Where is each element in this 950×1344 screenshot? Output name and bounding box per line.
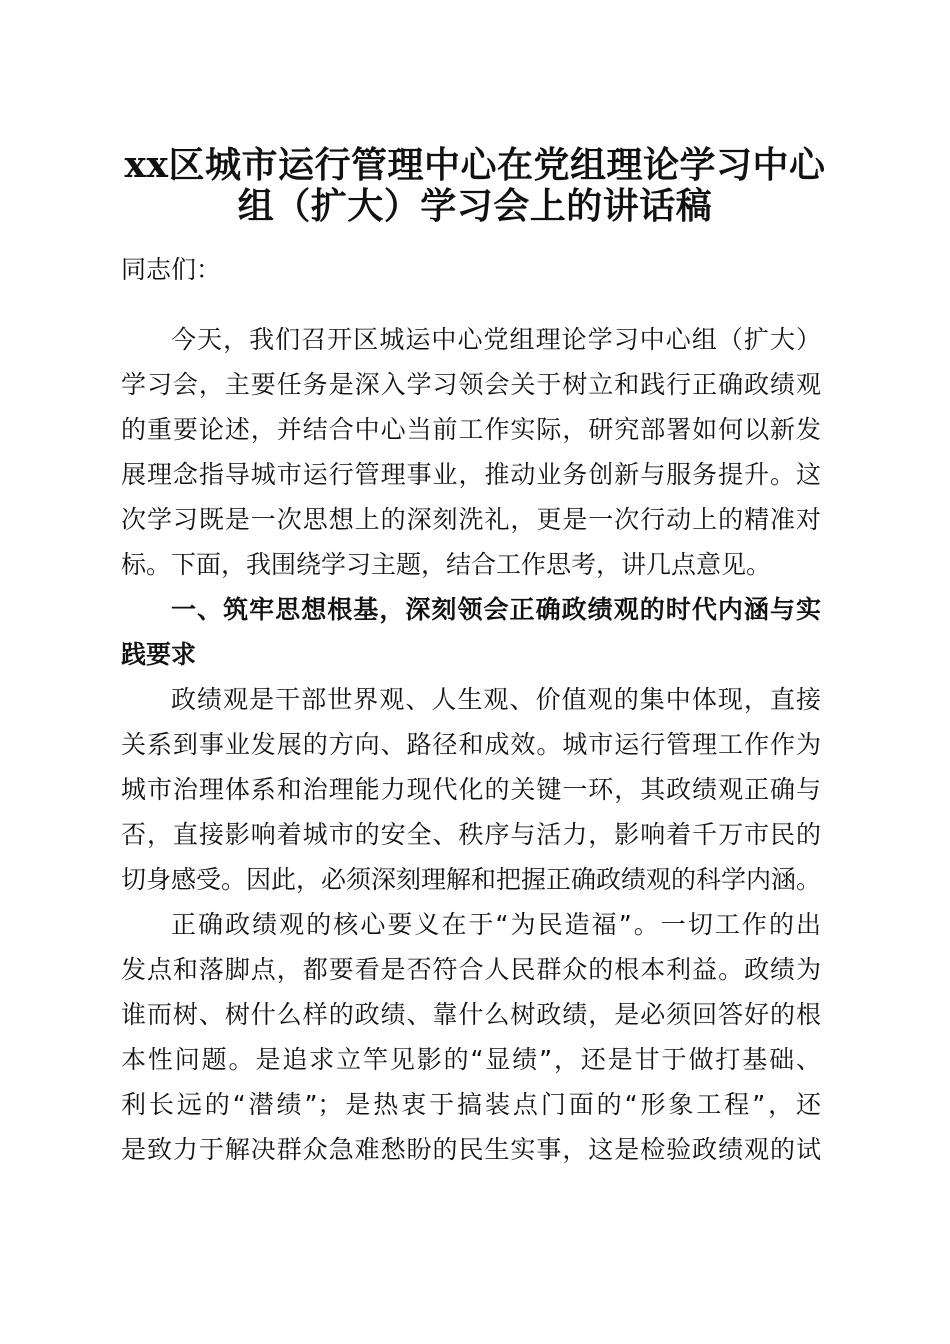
document-title-line-1: xx区城市运行管理中心在党组理论学习中心 — [124, 144, 826, 186]
body-line: 本性问题。是追求立竿见影的“显绩”，还是甘于做打基础、 — [121, 1045, 821, 1074]
section-heading-line-1: 一、筑牢思想根基，深刻领会正确政绩观的时代内涵与实 — [171, 595, 821, 624]
document-title-line-2: 组（扩大）学习会上的讲话稿 — [237, 185, 713, 227]
body-line: 学习会，主要任务是深入学习领会关于树立和践行正确政绩观 — [121, 370, 821, 399]
body-line: 是致力于解决群众急难愁盼的民生实事，这是检验政绩观的试 — [121, 1135, 821, 1164]
body-line: 今天，我们召开区城运中心党组理论学习中心组（扩大） — [171, 325, 821, 354]
body-line: 利长远的“潜绩”；是热衷于搞装点门面的“形象工程”，还 — [121, 1090, 821, 1119]
body-line: 展理念指导城市运行管理事业，推动业务创新与服务提升。这 — [121, 460, 821, 489]
salutation: 同志们： — [121, 255, 222, 284]
body-line: 次学习既是一次思想上的深刻洗礼，更是一次行动上的精准对 — [121, 505, 821, 534]
section-heading-line-2: 践要求 — [121, 640, 197, 669]
body-line: 城市治理体系和治理能力现代化的关键一环，其政绩观正确与 — [121, 775, 821, 804]
body-line: 的重要论述，并结合中心当前工作实际，研究部署如何以新发 — [121, 415, 821, 444]
body-line: 标。下面，我围绕学习主题，结合工作思考，讲几点意见。 — [121, 550, 772, 579]
body-line: 正确政绩观的核心要义在于“为民造福”。一切工作的出 — [171, 910, 821, 939]
body-line: 否，直接影响着城市的安全、秩序与活力，影响着千万市民的 — [121, 820, 821, 849]
body-line: 发点和落脚点，都要看是否符合人民群众的根本利益。政绩为 — [121, 955, 821, 984]
body-line: 政绩观是干部世界观、人生观、价值观的集中体现，直接 — [171, 685, 821, 714]
body-line: 关系到事业发展的方向、路径和成效。城市运行管理工作作为 — [121, 730, 821, 759]
body-line: 切身感受。因此，必须深刻理解和把握正确政绩观的科学内涵。 — [121, 865, 821, 894]
body-line: 谁而树、树什么样的政绩、靠什么树政绩，是必须回答好的根 — [121, 1000, 821, 1029]
